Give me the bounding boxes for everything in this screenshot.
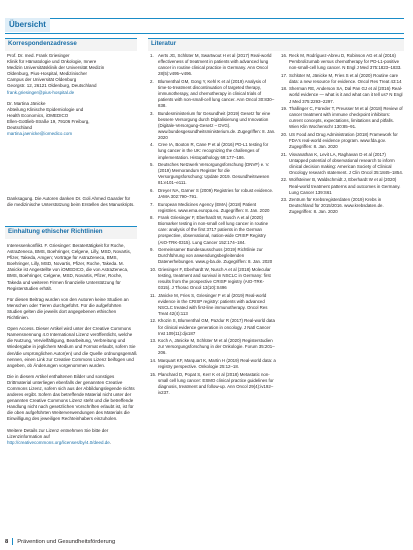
reference-text: Khozin S, Blumenthal GM, Pazdur R (2017) Real-world data for clinical evidence generation in oncology. J Natl Cancer Inst 109(11):djx187 [158, 318, 275, 336]
address-line: Oldenburg, Pius-Hospital, Medizinischer [7, 71, 88, 77]
reference-item [150, 293, 276, 317]
literature-heading-bar [148, 38, 404, 51]
reference-item [150, 162, 276, 186]
reference-number: 21. [281, 151, 288, 157]
reference-number: 15. [150, 371, 157, 377]
reference-number: 1. [150, 53, 154, 58]
reference-item [150, 267, 276, 291]
reference-item [150, 358, 276, 370]
reference-text: Thallinger C, Füreder T, Preusser M et al (2018) Review of cancer treatment with immune checkpoint inhibitors: current concepts, expectations, limitations and pitfalls. Wien Klin Wochenschr 130:85–91. [289, 106, 403, 130]
reference-item [281, 86, 404, 104]
acknowledgement: Danksagung. Die Autoren danken Dr. Goli Ahmed Gaarder für die medizinische Unterstützung beim Erstellen des Manuskripts. [7, 196, 135, 208]
reference-text: Koch A, Jänicke M, Schlüter M et al (2020) Registerstudien zur Versorgungsforschung in der Onkologie. Forum 35:201–206. [158, 338, 275, 356]
footer-separator [12, 538, 13, 545]
reference-item [150, 79, 276, 109]
reference-item [281, 152, 404, 176]
reference-number: 7. [150, 201, 154, 207]
page-footer [5, 538, 115, 546]
open-access-text [7, 243, 137, 451]
section-title: Übersicht [9, 20, 46, 29]
reference-number: 13. [150, 338, 157, 344]
reference-item [150, 372, 276, 396]
page-number: 8 [5, 539, 9, 546]
reference-text: Jänicke M, Fries S, Griesinger F et al (2019) Real-world evidence in the CRISP registry: patients with advanced NSCLC treated with first-line immunotherapy. Oncol Res Treat 42(4):113 [158, 292, 268, 316]
reference-number: 22. [281, 177, 288, 183]
reference-number: 12. [150, 318, 157, 324]
reference-text: Reck M, Rodríguez-Abreu D, Robinson AG et al (2016) Pembrolizumab versus chemotherapy for PD-L1-positive non-small-cell lung cancer. N Engl J Med 375:1823–1833. [289, 53, 402, 71]
reference-item [281, 73, 404, 85]
reference-text: Bundesministerium für Gesundheit (2019) Gesetz für eine bessere Versorgung durch Digitalisierung und Innovation (Digitale-Versorgung-Gesetz – DVG). www.bundesgesundheitsministerium.de. Zugegriffen: 8. Jan. 2020 [158, 110, 276, 140]
reference-number: 8. [150, 215, 154, 221]
reference-text: Zentrum für Krebsregisterdaten (2019) Krebs in Deutschland für 2015/2016. www.krebsdaten.de. Zugegriffen: 8. Jan. 2020 [289, 197, 384, 215]
reference-number: 10. [150, 266, 157, 272]
reference-number: 5. [150, 162, 154, 168]
reference-text: Marquart KF, Marquart K, Martin H (2019) Real-world data: a registry perspective. Onkologie 25:12–18. [158, 357, 276, 369]
address-line: Abteilung Klinische Epidemiologie und [7, 106, 84, 112]
literature-column-2 [281, 53, 404, 217]
reference-text: Blumenthal GM, Gong Y, Kehl K et al (2019) Analysis of time-to-treatment discontinuation of targeted therapy, immunotherapy, and chemotherapy in clinical trials of patients with non-small-cell lung cancer. Ann Oncol 30:830–838. [158, 78, 275, 108]
header-bar [5, 18, 404, 34]
reference-number: 23. [281, 197, 288, 203]
reference-number: 17. [281, 72, 288, 78]
address-line: Klinik für Hämatologie und Onkologie, Innere [7, 59, 97, 65]
reference-number: 19. [281, 106, 288, 112]
reference-number: 9. [150, 247, 154, 253]
reference-item [150, 202, 276, 214]
reference-text: Frank Griesinger F, Eberhardt W, Nusch A et al (2020) Biomarker testing in non-small cell lung cancer in routine care: analysis of the first 3717 patients in the German prospective, observational, nation-wide CRISP Registry (AIO-TRK-0315). Lung Cancer 152:174–184. [158, 215, 269, 245]
reference-item [281, 177, 404, 195]
reference-number: 3. [150, 110, 154, 116]
reference-text: Planchard D, Popat S, Kerr K et al (2018) Metastatic non-small cell lung cancer: ESMO clinical practice guidelines for diagnosis, treatment and follow-up. Ann Oncol 29(4):iv192–iv237. [158, 371, 274, 395]
reference-item [150, 142, 276, 160]
address-line[interactable] [7, 131, 137, 137]
license-link[interactable]: http://creativecommons.org/licenses/by/4.0/deed.de [7, 439, 110, 445]
reference-number: 18. [281, 86, 288, 92]
email-link[interactable]: martina.jaenicke@iomedico.com [7, 131, 73, 137]
reference-text: Wolfsteiner B, Waldschmidt J, Eberhardt W et al (2020) Real-world treatment patterns and outcomes in Germany. Lung Cancer 139:S61 [289, 177, 401, 195]
address-line: Ellen-Gottlieb-Straße 19, 79106 Freiburg, [7, 118, 90, 124]
reference-text: European Medicines Agency (EMA) (2018) Patient registries. www.ema.europa.eu. Zugegriffen: 8. Jan. 2020 [158, 201, 270, 213]
literature-column-1 [150, 53, 276, 397]
reference-number: 16. [281, 53, 288, 58]
reference-number: 14. [150, 357, 157, 363]
reference-number: 6. [150, 187, 154, 193]
reference-text: Dreyer NA, Garner S (2009) Registries for robust evidence. JAMA 302:790–791. [158, 187, 274, 199]
journal-name: Prävention und Gesundheitsförderung [17, 539, 116, 546]
literature-heading: Literatur [151, 40, 177, 47]
address-line: Medizin Universitätsklinik der Universität Medizin [7, 65, 105, 71]
address-line: Georgstr. 12, 26121 Oldenburg, Deutschland [7, 83, 97, 89]
open-access-paragraph: Open Access. Dieser Artikel wird unter der Creative Commons Namensnennung 4.0 International Lizenz veröffentlicht, welche die Nutzung, Vervielfältigung, Bearbeitung, Verbreitung und Wiedergabe in jeglichem Medium und Format erlaubt, sofern Sie den/die ursprünglichen Autor(en) und die Quelle ordnungsgemäß nennen, einen Link zur Creative Commons Lizenz beifügen und angeben, ob Änderungen vorgenommen wurden. [7, 326, 137, 368]
address-line: Campus der Universität Oldenburg [7, 77, 77, 83]
open-access-paragraph: Die in diesem Artikel enthaltenen Bilder und sonstiges Drittmaterial unterliegen ebenfalls der genannten Creative Commons Lizenz, sofern sich aus der Abbildungslegende nichts anderes ergibt. Sofern das betreffende Material nicht unter der genannten Creative Commons Lizenz steht und die betreffende Handlung nicht nach gesetzlichen Vorschriften erlaubt ist, ist für die oben aufgeführten Weiterverwendungen des Materials die Einwilligung des jeweiligen Rechteinhabers einzuholen. [7, 373, 135, 422]
reference-text: Griesinger F, Eberhardt W, Nusch A et al (2018) Molecular testing, treatment and survival in NSCLC in Germany: first results from the prospective CRISP registry (AIO-TRK-0315). J Thorac Oncol 13(10):S496 [158, 266, 271, 291]
reference-item [281, 106, 404, 130]
reference-item [150, 111, 276, 141]
address-line: Health Economics, iOMEDICO [7, 112, 69, 118]
open-access-paragraph: Interessenkonflikt. F. Griesinger: Beratertätigkeit für Roche, AstraZeneca, BMS, Boehringer, Celgene, Lilly, MSD, Novartis, Pfizer, Takeda, Amgen; Vorträge für AstraZeneca, BMS, Boehringer, Lilly, MSD, Novartis, Pfizer, Roche, Takeda. M. Jänicke ist Angestellte von iOMEDICO, die von AstraZeneca, BMS, Boehringer, Celgene, MSD, Novartis, Pfizer, Roche, Takeda und weiteren Firmen finanzielle Unterstützung für Registerstudien erhält. [7, 243, 131, 291]
reference-number: 11. [150, 292, 156, 298]
address-line: Prof. Dr. med. Frank Griesinger [7, 53, 70, 58]
reference-text: Visvanathan K, Levit LA, Raghavan D et al (2017) Untapped potential of observational research to inform clinical decision making: American Society of Clinical Oncology research statement. J Clin Oncol 35:1845–1854. [289, 151, 403, 175]
reference-item [281, 53, 404, 71]
reference-item [281, 197, 404, 215]
reference-text: Cree IA, Booton R, Cane P et al (2016) PD-L1 testing for lung cancer in the UK: recognizing the challenges of implementation. Histopathology 69:177–186. [158, 142, 269, 160]
reference-text: Schlüter M, Jänicke M, Fries S et al (2020) Routine care data: a new resource for evidence. Oncol Res Treat 43:14 [289, 72, 402, 84]
correspondence-heading: Korrespondenzadresse [8, 40, 77, 47]
reference-item [150, 338, 276, 356]
reference-number: 20. [281, 131, 288, 137]
reference-number: 2. [150, 78, 154, 84]
reference-item [281, 132, 404, 150]
reference-number: 4. [150, 142, 154, 148]
reference-text: Gemeinsamer Bundesausschuss (2019) Richtlinie zur Durchführung von anwendungsbegleitenden Datenerhebungen. www.g-ba.de. Zugegriffen: 8. Jan. 2020 [158, 247, 273, 265]
address-line: Dr. Martina Jänicke [7, 100, 46, 106]
reference-item [150, 247, 276, 265]
email-link[interactable]: frank.griesinger@pius-hospital.de [7, 89, 75, 95]
open-access-paragraph: Weitere Details zur Lizenz entnehmen Sie bitte der Lizenzinformation auf http://creativecommons.org/licenses/by/4.0/deed.de. [7, 427, 112, 445]
reference-text: Sherman RE, Anderson SA, Dal Pan GJ et al (2016) Real-world evidence — what is it and what can it tell us? N Engl J Med 375:2293–2297. [289, 86, 403, 104]
reference-item [150, 188, 276, 200]
reference-text: Aerts JG, Schlüter M, Swartwout H et al (2017) Real-world effectiveness of treatment in patients with advanced lung cancer in routine clinical practice in Germany. Ann Oncol 28(5):v495–v496. [158, 53, 272, 77]
correspondence-address [7, 53, 137, 137]
ethics-heading: Einhaltung ethischer Richtlinien [8, 228, 103, 235]
reference-item [150, 53, 276, 77]
open-access-paragraph: Für diesen Beitrag wurden von den Autoren keine Studien an Menschen oder Tieren durchgeführt. Für die aufgeführten Studien gelten die jeweils dort angegebenen ethischen Richtlinien. [7, 296, 129, 321]
reference-text: US Food and Drug Administration (2018) Framework for FDA's real-world evidence program. www.fda.gov. Zugegriffen: 8. Jan. 2020 [289, 131, 398, 150]
reference-item [150, 318, 276, 336]
reference-text: Deutsches Netzwerk Versorgungsforschung (DNVF) e. V. (2019) Memorandum Register für die Versorgungsforschung: Update 2019. Gesundheitswesen 81:e101–e111. [158, 162, 270, 186]
reference-item [150, 215, 276, 245]
address-line: Deutschland [7, 125, 33, 131]
